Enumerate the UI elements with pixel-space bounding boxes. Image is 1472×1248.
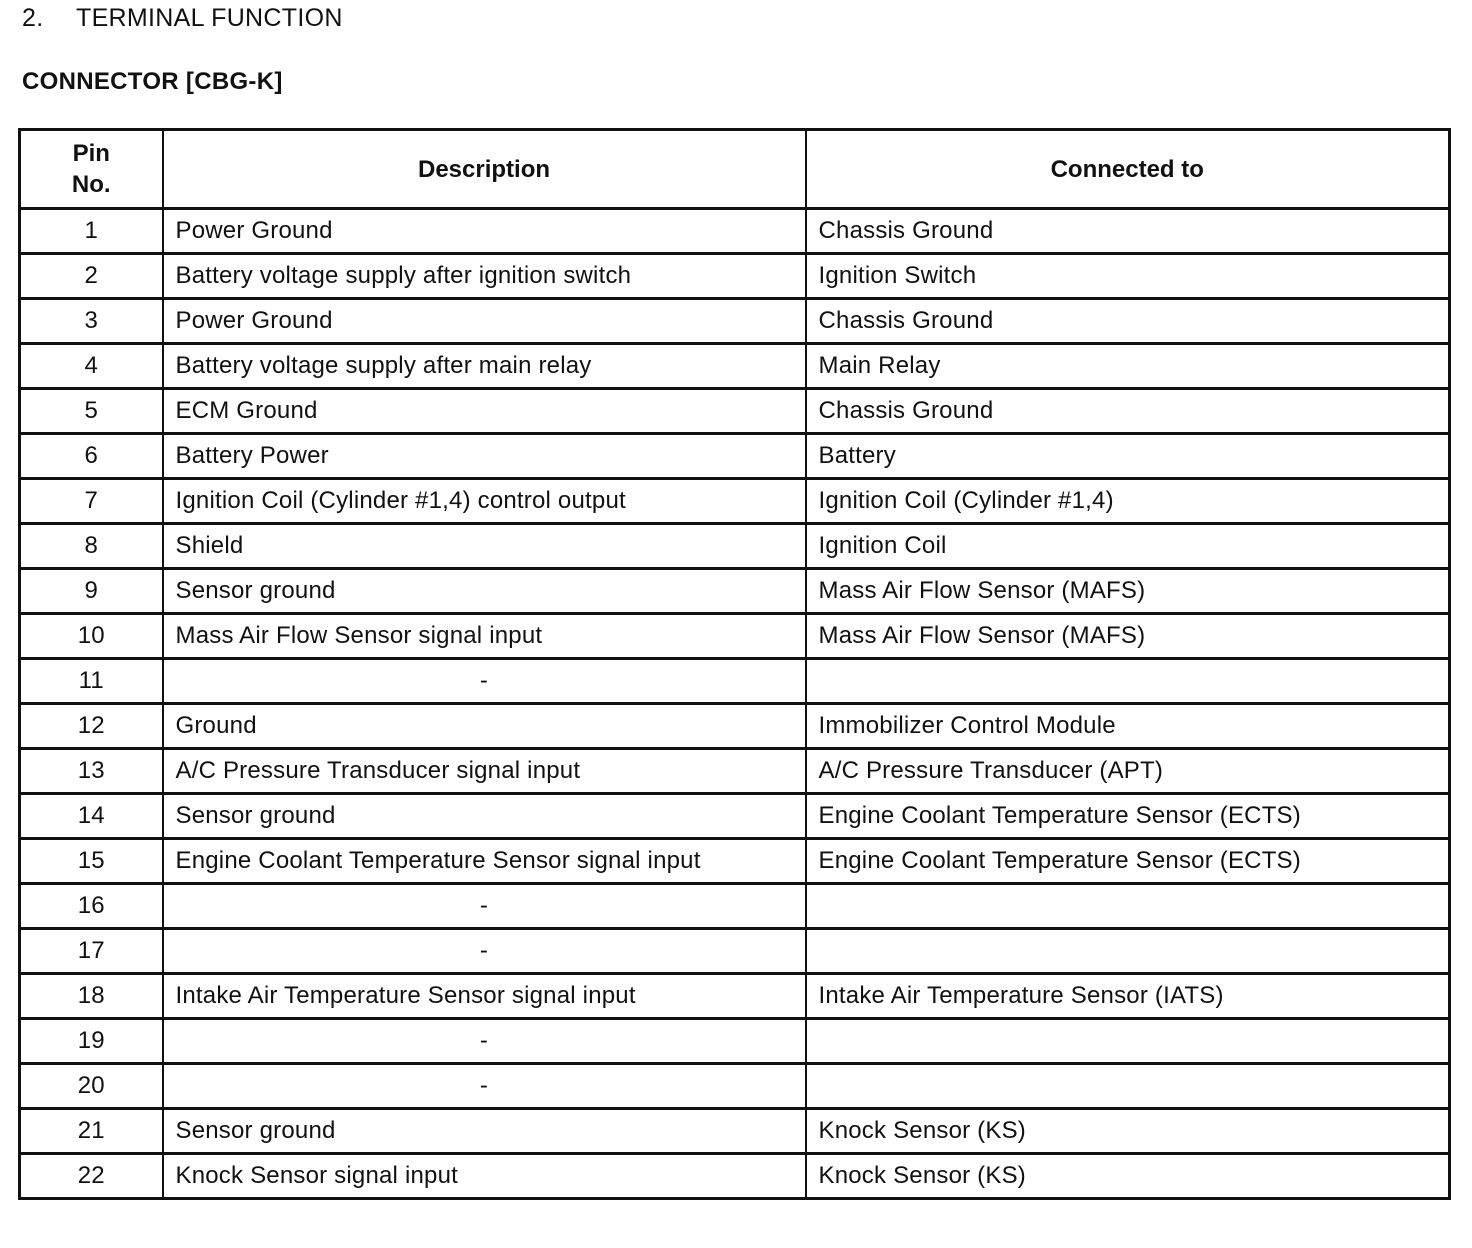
connected-to-cell: Mass Air Flow Sensor (MAFS): [806, 614, 1450, 659]
connected-to-cell: Immobilizer Control Module: [806, 704, 1450, 749]
description-cell: Power Ground: [163, 209, 806, 254]
pin-number-cell: 13: [20, 749, 163, 794]
table-row: [20, 839, 1450, 884]
description-cell: Power Ground: [163, 299, 806, 344]
header-connected-to: Connected to: [806, 130, 1450, 209]
table-row: [20, 344, 1450, 389]
table-row: [20, 884, 1450, 929]
connected-to-cell: Knock Sensor (KS): [806, 1109, 1450, 1154]
connected-to-cell: Ignition Coil: [806, 524, 1450, 569]
connected-to-cell: Battery: [806, 434, 1450, 479]
description-cell: -: [163, 929, 806, 974]
connected-to-cell: [806, 884, 1450, 929]
pin-number-cell: 18: [20, 974, 163, 1019]
connected-to-cell: Chassis Ground: [806, 299, 1450, 344]
table-row: [20, 704, 1450, 749]
table-row: [20, 389, 1450, 434]
connected-to-cell: Intake Air Temperature Sensor (IATS): [806, 974, 1450, 1019]
connector-title: CONNECTOR [CBG-K]: [22, 68, 283, 95]
connected-to-cell: [806, 1019, 1450, 1064]
connected-to-cell: [806, 659, 1450, 704]
table-row: [20, 749, 1450, 794]
pin-number-cell: 22: [20, 1154, 163, 1199]
description-cell: -: [163, 884, 806, 929]
terminal-function-table: [18, 128, 1451, 1200]
pin-number-cell: 1: [20, 209, 163, 254]
table-row: [20, 1154, 1450, 1199]
header-pin-no: [20, 130, 163, 209]
connected-to-cell: [806, 1064, 1450, 1109]
table-row: [20, 794, 1450, 839]
description-cell: -: [163, 1064, 806, 1109]
header-description: Description: [163, 130, 806, 209]
pin-number-cell: 19: [20, 1019, 163, 1064]
description-cell: Engine Coolant Temperature Sensor signal input: [163, 839, 806, 884]
table-row: [20, 209, 1450, 254]
table-row: [20, 1019, 1450, 1064]
pin-number-cell: 15: [20, 839, 163, 884]
description-cell: -: [163, 659, 806, 704]
connected-to-cell: Main Relay: [806, 344, 1450, 389]
table-row: [20, 1064, 1450, 1109]
pin-number-cell: 10: [20, 614, 163, 659]
description-cell: Mass Air Flow Sensor signal input: [163, 614, 806, 659]
table-row: [20, 254, 1450, 299]
connected-to-cell: A/C Pressure Transducer (APT): [806, 749, 1450, 794]
description-cell: Knock Sensor signal input: [163, 1154, 806, 1199]
connected-to-cell: Chassis Ground: [806, 389, 1450, 434]
table-row: [20, 434, 1450, 479]
pin-number-cell: 20: [20, 1064, 163, 1109]
connected-to-cell: [806, 929, 1450, 974]
pin-number-cell: 5: [20, 389, 163, 434]
connected-to-cell: Ignition Switch: [806, 254, 1450, 299]
pin-number-cell: 21: [20, 1109, 163, 1154]
pin-number-cell: 4: [20, 344, 163, 389]
table-row: [20, 524, 1450, 569]
table-row: [20, 659, 1450, 704]
description-cell: Battery voltage supply after main relay: [163, 344, 806, 389]
table-row: [20, 569, 1450, 614]
pin-number-cell: 2: [20, 254, 163, 299]
description-cell: -: [163, 1019, 806, 1064]
pin-number-cell: 3: [20, 299, 163, 344]
table-row: [20, 479, 1450, 524]
description-cell: Sensor ground: [163, 794, 806, 839]
pin-number-cell: 8: [20, 524, 163, 569]
header-pin-line1: Pin: [72, 140, 110, 167]
section-heading: [22, 4, 343, 33]
connected-to-cell: Engine Coolant Temperature Sensor (ECTS): [806, 839, 1450, 884]
description-cell: Battery Power: [163, 434, 806, 479]
pin-number-cell: 17: [20, 929, 163, 974]
pin-number-cell: 6: [20, 434, 163, 479]
table-row: [20, 929, 1450, 974]
section-title: TERMINAL FUNCTION: [76, 4, 343, 32]
description-cell: Ground: [163, 704, 806, 749]
pin-number-cell: 16: [20, 884, 163, 929]
pin-number-cell: 9: [20, 569, 163, 614]
pin-number-cell: 7: [20, 479, 163, 524]
description-cell: ECM Ground: [163, 389, 806, 434]
description-cell: Shield: [163, 524, 806, 569]
section-number: 2.: [22, 4, 44, 32]
description-cell: A/C Pressure Transducer signal input: [163, 749, 806, 794]
pin-number-cell: 11: [20, 659, 163, 704]
connected-to-cell: Ignition Coil (Cylinder #1,4): [806, 479, 1450, 524]
connected-to-cell: Engine Coolant Temperature Sensor (ECTS): [806, 794, 1450, 839]
table-header-row: [20, 130, 1450, 209]
description-cell: Sensor ground: [163, 1109, 806, 1154]
description-cell: Sensor ground: [163, 569, 806, 614]
table-row: [20, 299, 1450, 344]
connected-to-cell: Chassis Ground: [806, 209, 1450, 254]
table-row: [20, 974, 1450, 1019]
connected-to-cell: Knock Sensor (KS): [806, 1154, 1450, 1199]
pin-number-cell: 14: [20, 794, 163, 839]
table-row: [20, 1109, 1450, 1154]
description-cell: Intake Air Temperature Sensor signal input: [163, 974, 806, 1019]
pin-number-cell: 12: [20, 704, 163, 749]
table-row: [20, 614, 1450, 659]
description-cell: Battery voltage supply after ignition switch: [163, 254, 806, 299]
header-pin-line2: No.: [71, 171, 111, 198]
connected-to-cell: Mass Air Flow Sensor (MAFS): [806, 569, 1450, 614]
description-cell: Ignition Coil (Cylinder #1,4) control output: [163, 479, 806, 524]
